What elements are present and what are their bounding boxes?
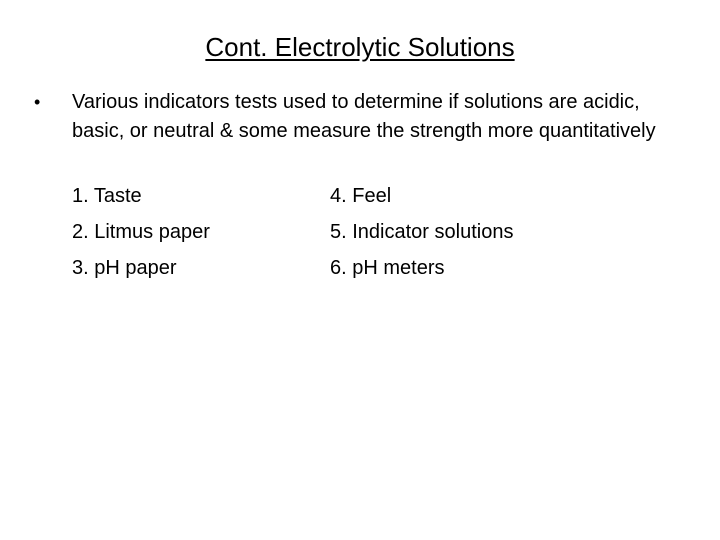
test-item-left: 3. pH paper [72, 257, 177, 279]
slide-title: Cont. Electrolytic Solutions [205, 32, 515, 62]
bullet-block [34, 88, 694, 146]
test-item-right: 5. Indicator solutions [330, 221, 514, 243]
bullet-row [34, 88, 694, 146]
test-item-left: 1. Taste [72, 185, 142, 207]
list-item [72, 250, 513, 286]
list-item [72, 178, 513, 214]
list-item [72, 214, 513, 250]
bullet-icon: • [34, 92, 41, 112]
bullet-text: Various indicators tests used to determine if solutions are acidic, basic, or neutral & some measure the strength more quantitatively [72, 91, 656, 142]
test-item-left: 2. Litmus paper [72, 221, 210, 243]
test-list [72, 178, 513, 286]
test-item-right: 4. Feel [330, 185, 392, 207]
test-item-right: 6. pH meters [330, 257, 445, 279]
